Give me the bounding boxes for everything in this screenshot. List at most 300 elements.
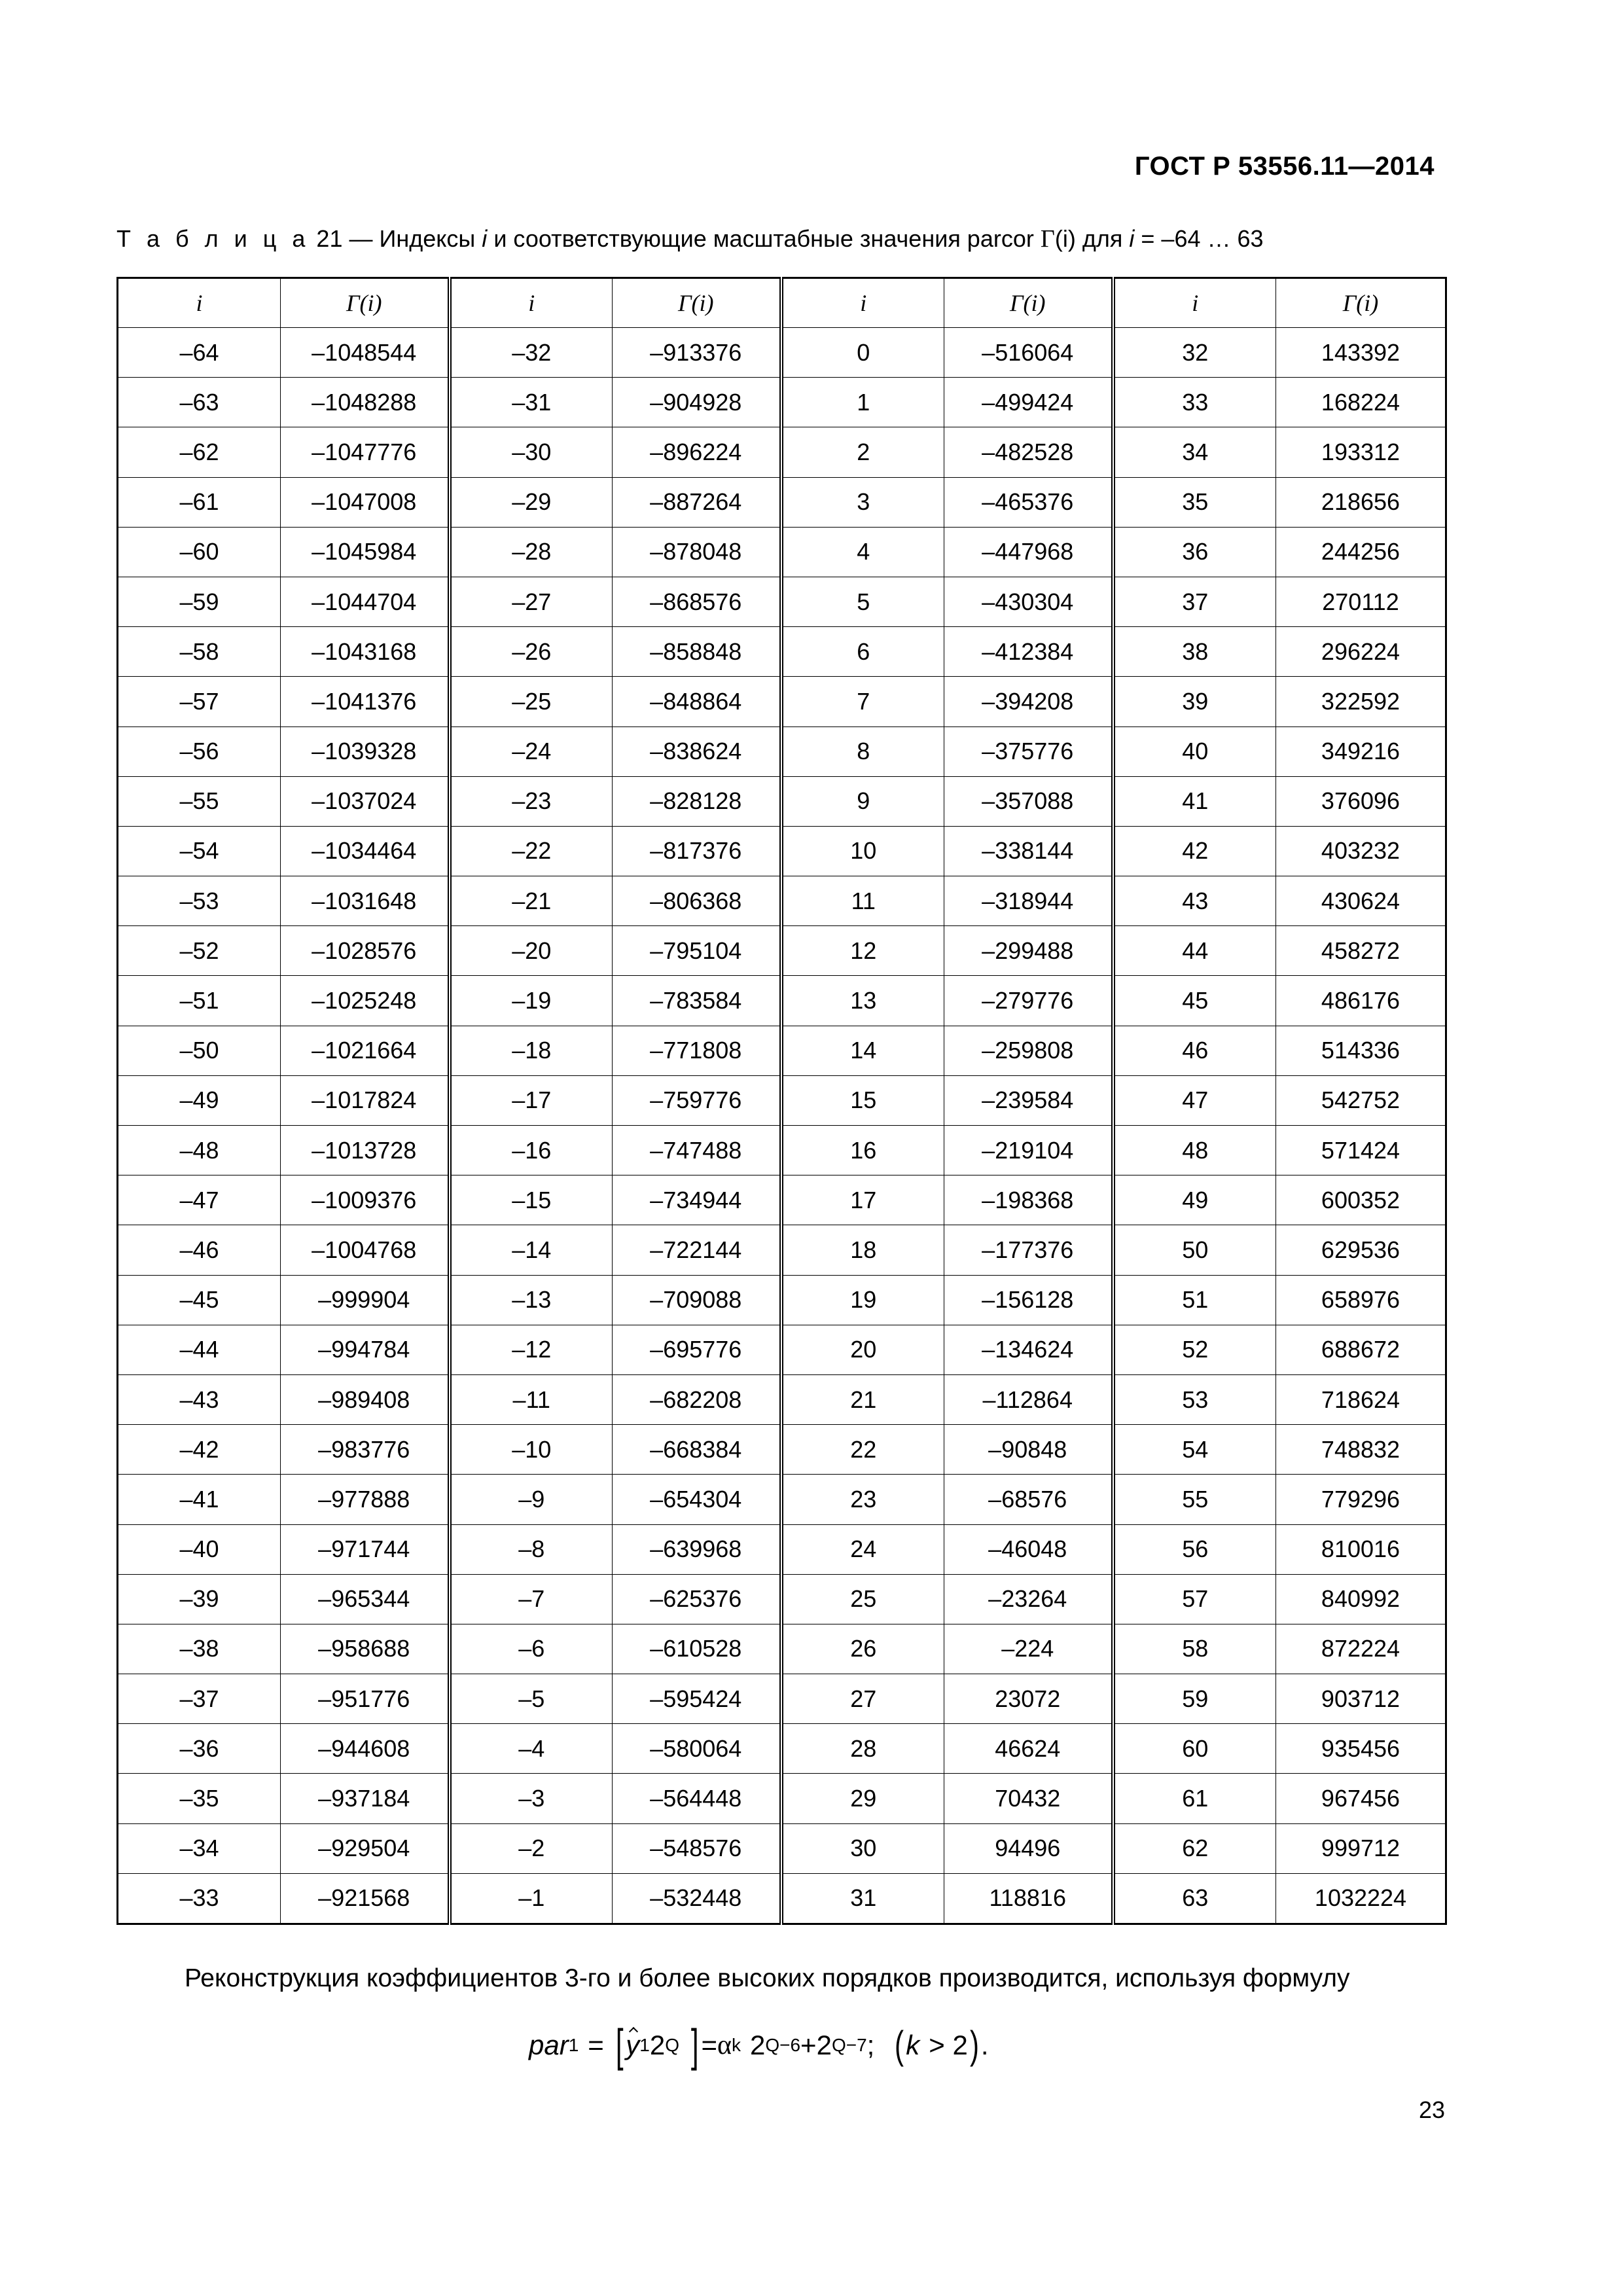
caption-i-symbol: i <box>482 225 488 252</box>
cell-i: –60 <box>118 527 281 577</box>
cell-i: 8 <box>781 726 944 776</box>
cell-i: 0 <box>781 328 944 378</box>
table-row <box>118 627 1446 677</box>
table-row <box>118 477 1446 527</box>
cell-gamma-value: 143392 <box>1276 328 1446 378</box>
table-row <box>118 1674 1446 1724</box>
body-paragraph: Реконструкция коэффициентов 3-го и более высоких порядков производится, используя формулу <box>185 1964 1350 1992</box>
cell-i: 34 <box>1113 427 1276 477</box>
cell-i: –14 <box>450 1225 613 1275</box>
formula-two-b: 2 <box>749 2030 766 2060</box>
cell-i: 43 <box>1113 876 1276 926</box>
cell-gamma-value: –23264 <box>944 1574 1113 1624</box>
table-row <box>118 1724 1446 1774</box>
cell-gamma-value: 168224 <box>1276 378 1446 427</box>
header-i: i <box>450 278 613 328</box>
cell-gamma-value: 322592 <box>1276 677 1446 726</box>
cell-gamma-value: 542752 <box>1276 1075 1446 1125</box>
cell-i: 16 <box>781 1126 944 1175</box>
cell-i: 25 <box>781 1574 944 1624</box>
cell-i: –41 <box>118 1475 281 1524</box>
formula-par: par <box>529 2030 569 2060</box>
cell-gamma-value: –695776 <box>613 1325 781 1374</box>
cell-gamma-value: –937184 <box>281 1774 450 1823</box>
cell-i: 20 <box>781 1325 944 1374</box>
formula-left-bracket: [ <box>615 2020 624 2071</box>
cell-gamma-value: –1047776 <box>281 427 450 477</box>
formula-exp-q7: Q−7 <box>831 2035 867 2055</box>
cell-gamma-value: –1013728 <box>281 1126 450 1175</box>
formula-alpha-sub: k <box>731 2035 741 2055</box>
cell-gamma-value: –771808 <box>613 1026 781 1075</box>
table-row <box>118 726 1446 776</box>
table-row <box>118 1275 1446 1325</box>
caption-range: = –64 … 63 <box>1141 225 1264 252</box>
formula-condition: > 2 <box>929 2030 968 2060</box>
cell-i: 38 <box>1113 627 1276 677</box>
cell-i: 7 <box>781 677 944 726</box>
cell-i: 35 <box>1113 477 1276 527</box>
cell-i: 60 <box>1113 1724 1276 1774</box>
cell-i: –50 <box>118 1026 281 1075</box>
cell-gamma-value: –430304 <box>944 577 1113 626</box>
cell-i: 22 <box>781 1425 944 1475</box>
cell-gamma-value: –1048288 <box>281 378 450 427</box>
cell-gamma-value: –318944 <box>944 876 1113 926</box>
cell-i: 37 <box>1113 577 1276 626</box>
header-gamma: Γ(i) <box>613 278 781 328</box>
header-i: i <box>1113 278 1276 328</box>
formula-two-c: 2 <box>816 2030 832 2060</box>
cell-i: –17 <box>450 1075 613 1125</box>
cell-gamma-value: –1043168 <box>281 627 450 677</box>
cell-i: –33 <box>118 1873 281 1924</box>
cell-gamma-value: –817376 <box>613 826 781 876</box>
header-i: i <box>118 278 281 328</box>
cell-i: 21 <box>781 1374 944 1424</box>
cell-i: 4 <box>781 527 944 577</box>
cell-gamma-value: 376096 <box>1276 776 1446 826</box>
cell-i: 47 <box>1113 1075 1276 1125</box>
cell-gamma-value: 903712 <box>1276 1674 1446 1724</box>
cell-gamma-value: –299488 <box>944 926 1113 976</box>
cell-gamma-value: 779296 <box>1276 1475 1446 1524</box>
reconstruction-formula <box>529 2016 989 2075</box>
formula-semicolon: ; <box>866 2030 875 2060</box>
cell-gamma-value: –610528 <box>613 1624 781 1674</box>
cell-gamma-value: –734944 <box>613 1175 781 1225</box>
table-caption <box>116 224 1264 253</box>
cell-gamma-value: –1044704 <box>281 577 450 626</box>
cell-gamma-value: –921568 <box>281 1873 450 1924</box>
cell-gamma-value: –759776 <box>613 1075 781 1125</box>
cell-i: –51 <box>118 976 281 1026</box>
cell-gamma-value: 629536 <box>1276 1225 1446 1275</box>
cell-i: –48 <box>118 1126 281 1175</box>
cell-i: 57 <box>1113 1574 1276 1624</box>
table-row <box>118 1026 1446 1075</box>
cell-gamma-value: 349216 <box>1276 726 1446 776</box>
cell-gamma-value: 486176 <box>1276 976 1446 1026</box>
formula-exp-q6: Q−6 <box>765 2035 801 2055</box>
cell-i: –18 <box>450 1026 613 1075</box>
cell-gamma-value: –1009376 <box>281 1175 450 1225</box>
cell-gamma-value: –977888 <box>281 1475 450 1524</box>
cell-gamma-value: –887264 <box>613 477 781 527</box>
cell-gamma-value: –156128 <box>944 1275 1113 1325</box>
table-row <box>118 427 1446 477</box>
cell-i: –61 <box>118 477 281 527</box>
cell-i: 61 <box>1113 1774 1276 1823</box>
cell-i: 48 <box>1113 1126 1276 1175</box>
cell-i: 51 <box>1113 1275 1276 1325</box>
table-row <box>118 1823 1446 1873</box>
cell-i: 18 <box>781 1225 944 1275</box>
cell-gamma-value: 872224 <box>1276 1624 1446 1674</box>
cell-gamma-value: –548576 <box>613 1823 781 1873</box>
parcor-table <box>116 277 1447 1925</box>
cell-i: –7 <box>450 1574 613 1624</box>
cell-gamma-value: 571424 <box>1276 1126 1446 1175</box>
cell-i: –53 <box>118 876 281 926</box>
cell-i: 55 <box>1113 1475 1276 1524</box>
cell-i: 15 <box>781 1075 944 1125</box>
cell-i: –13 <box>450 1275 613 1325</box>
table-row <box>118 1574 1446 1624</box>
formula-plus: + <box>800 2030 817 2060</box>
cell-i: –29 <box>450 477 613 527</box>
cell-gamma-value: –944608 <box>281 1724 450 1774</box>
cell-gamma-value: –965344 <box>281 1574 450 1624</box>
cell-i: –39 <box>118 1574 281 1624</box>
cell-i: 26 <box>781 1624 944 1674</box>
cell-gamma-value: –1034464 <box>281 826 450 876</box>
cell-i: 14 <box>781 1026 944 1075</box>
cell-i: –52 <box>118 926 281 976</box>
caption-text-2: и соответствующие масштабные значения parcor <box>493 225 1034 252</box>
page-number: 23 <box>1418 2096 1445 2123</box>
cell-gamma-value: –747488 <box>613 1126 781 1175</box>
cell-gamma-value: –532448 <box>613 1873 781 1924</box>
cell-i: 62 <box>1113 1823 1276 1873</box>
formula-par-sub: 1 <box>568 2035 579 2055</box>
cell-gamma-value: –46048 <box>944 1524 1113 1574</box>
cell-i: 30 <box>781 1823 944 1873</box>
cell-i: –56 <box>118 726 281 776</box>
caption-gamma: Γ <box>1040 225 1055 253</box>
cell-i: 9 <box>781 776 944 826</box>
cell-gamma-value: –1021664 <box>281 1026 450 1075</box>
cell-gamma-value: 270112 <box>1276 577 1446 626</box>
cell-gamma-value: 688672 <box>1276 1325 1446 1374</box>
cell-i: –4 <box>450 1724 613 1774</box>
header-gamma: Γ(i) <box>1276 278 1446 328</box>
cell-gamma-value: –134624 <box>944 1325 1113 1374</box>
cell-i: 24 <box>781 1524 944 1574</box>
cell-i: –36 <box>118 1724 281 1774</box>
cell-gamma-value: 94496 <box>944 1823 1113 1873</box>
cell-i: 42 <box>1113 826 1276 876</box>
cell-i: –16 <box>450 1126 613 1175</box>
cell-i: 28 <box>781 1724 944 1774</box>
cell-gamma-value: 718624 <box>1276 1374 1446 1424</box>
table-row <box>118 577 1446 626</box>
cell-i: –12 <box>450 1325 613 1374</box>
cell-gamma-value: 658976 <box>1276 1275 1446 1325</box>
table-row <box>118 876 1446 926</box>
cell-gamma-value: –848864 <box>613 677 781 726</box>
cell-gamma-value: –913376 <box>613 328 781 378</box>
cell-gamma-value: –868576 <box>613 577 781 626</box>
cell-i: –22 <box>450 826 613 876</box>
cell-gamma-value: 810016 <box>1276 1524 1446 1574</box>
cell-gamma-value: 935456 <box>1276 1724 1446 1774</box>
cell-i: 45 <box>1113 976 1276 1026</box>
table-row <box>118 1225 1446 1275</box>
table-row <box>118 1524 1446 1574</box>
cell-gamma-value: 244256 <box>1276 527 1446 577</box>
cell-i: –10 <box>450 1425 613 1475</box>
cell-gamma-value: –929504 <box>281 1823 450 1873</box>
cell-i: 1 <box>781 378 944 427</box>
cell-gamma-value: –412384 <box>944 627 1113 677</box>
cell-gamma-value: –958688 <box>281 1624 450 1674</box>
cell-i: –58 <box>118 627 281 677</box>
cell-i: 58 <box>1113 1624 1276 1674</box>
formula-right-bracket: ] <box>690 2020 699 2071</box>
cell-gamma-value: 218656 <box>1276 477 1446 527</box>
cell-i: 40 <box>1113 726 1276 776</box>
cell-i: –20 <box>450 926 613 976</box>
cell-i: –34 <box>118 1823 281 1873</box>
cell-gamma-value: –394208 <box>944 677 1113 726</box>
cell-i: –55 <box>118 776 281 826</box>
cell-gamma-value: –259808 <box>944 1026 1113 1075</box>
cell-i: 49 <box>1113 1175 1276 1225</box>
cell-i: –40 <box>118 1524 281 1574</box>
caption-text-1: 21 — Индексы <box>316 225 476 252</box>
cell-gamma-value: 46624 <box>944 1724 1113 1774</box>
cell-i: 56 <box>1113 1524 1276 1574</box>
table-row <box>118 527 1446 577</box>
cell-i: –31 <box>450 378 613 427</box>
cell-i: –3 <box>450 1774 613 1823</box>
table-row <box>118 1425 1446 1475</box>
cell-gamma-value: –722144 <box>613 1225 781 1275</box>
cell-gamma-value: –858848 <box>613 627 781 677</box>
cell-i: –47 <box>118 1175 281 1225</box>
cell-gamma-value: –68576 <box>944 1475 1113 1524</box>
formula-y-hat: y <box>626 2030 640 2060</box>
cell-i: –45 <box>118 1275 281 1325</box>
cell-i: –27 <box>450 577 613 626</box>
formula-alpha: α <box>717 2030 732 2060</box>
cell-gamma-value: –1048544 <box>281 328 450 378</box>
cell-gamma-value: –375776 <box>944 726 1113 776</box>
cell-gamma-value: –1017824 <box>281 1075 450 1125</box>
table-row <box>118 677 1446 726</box>
cell-i: –64 <box>118 328 281 378</box>
cell-gamma-value: 999712 <box>1276 1823 1446 1873</box>
cell-gamma-value: –1028576 <box>281 926 450 976</box>
cell-gamma-value: 70432 <box>944 1774 1113 1823</box>
cell-i: 36 <box>1113 527 1276 577</box>
cell-i: 59 <box>1113 1674 1276 1724</box>
cell-i: 17 <box>781 1175 944 1225</box>
cell-i: –25 <box>450 677 613 726</box>
cell-gamma-value: –838624 <box>613 726 781 776</box>
cell-i: 54 <box>1113 1425 1276 1475</box>
cell-gamma-value: –1004768 <box>281 1225 450 1275</box>
cell-gamma-value: –639968 <box>613 1524 781 1574</box>
cell-gamma-value: –224 <box>944 1624 1113 1674</box>
cell-i: –23 <box>450 776 613 826</box>
cell-i: 13 <box>781 976 944 1026</box>
cell-gamma-value: 296224 <box>1276 627 1446 677</box>
cell-i: 32 <box>1113 328 1276 378</box>
table-row <box>118 378 1446 427</box>
cell-gamma-value: –279776 <box>944 976 1113 1026</box>
table-row <box>118 1126 1446 1175</box>
cell-gamma-value: –989408 <box>281 1374 450 1424</box>
table-row <box>118 776 1446 826</box>
cell-gamma-value: –828128 <box>613 776 781 826</box>
cell-i: –57 <box>118 677 281 726</box>
cell-i: –59 <box>118 577 281 626</box>
cell-gamma-value: 23072 <box>944 1674 1113 1724</box>
cell-gamma-value: –1031648 <box>281 876 450 926</box>
cell-i: 50 <box>1113 1225 1276 1275</box>
cell-i: 63 <box>1113 1873 1276 1924</box>
cell-gamma-value: 403232 <box>1276 826 1446 876</box>
cell-i: 53 <box>1113 1374 1276 1424</box>
cell-gamma-value: –177376 <box>944 1225 1113 1275</box>
cell-i: –37 <box>118 1674 281 1724</box>
cell-i: –11 <box>450 1374 613 1424</box>
table-row <box>118 1075 1446 1125</box>
cell-i: –54 <box>118 826 281 876</box>
cell-gamma-value: 430624 <box>1276 876 1446 926</box>
cell-gamma-value: –580064 <box>613 1724 781 1774</box>
table-header-row <box>118 278 1446 328</box>
table-row <box>118 328 1446 378</box>
cell-i: 11 <box>781 876 944 926</box>
cell-i: 46 <box>1113 1026 1276 1075</box>
formula-exp-q: Q <box>665 2035 679 2055</box>
table-row <box>118 1873 1446 1924</box>
cell-i: –38 <box>118 1624 281 1674</box>
cell-i: –6 <box>450 1624 613 1674</box>
cell-i: –62 <box>118 427 281 477</box>
cell-gamma-value: –971744 <box>281 1524 450 1574</box>
cell-i: –1 <box>450 1873 613 1924</box>
cell-gamma-value: –1037024 <box>281 776 450 826</box>
cell-i: –21 <box>450 876 613 926</box>
cell-gamma-value: –951776 <box>281 1674 450 1724</box>
cell-gamma-value: –983776 <box>281 1425 450 1475</box>
document-standard-header: ГОСТ Р 53556.11—2014 <box>1134 152 1435 181</box>
cell-i: 19 <box>781 1275 944 1325</box>
caption-text-3: для <box>1082 225 1123 252</box>
caption-label: Т а б л и ц а <box>116 225 310 252</box>
cell-gamma-value: –682208 <box>613 1374 781 1424</box>
cell-gamma-value: –783584 <box>613 976 781 1026</box>
cell-gamma-value: –465376 <box>944 477 1113 527</box>
cell-gamma-value: –499424 <box>944 378 1113 427</box>
cell-gamma-value: –795104 <box>613 926 781 976</box>
cell-i: –44 <box>118 1325 281 1374</box>
cell-i: –26 <box>450 627 613 677</box>
cell-i: 23 <box>781 1475 944 1524</box>
cell-i: 41 <box>1113 776 1276 826</box>
cell-i: 2 <box>781 427 944 477</box>
formula-period: . <box>980 2030 989 2060</box>
cell-i: 39 <box>1113 677 1276 726</box>
cell-gamma-value: –112864 <box>944 1374 1113 1424</box>
header-i: i <box>781 278 944 328</box>
caption-i-symbol-2: i <box>1129 225 1135 252</box>
cell-gamma-value: –1047008 <box>281 477 450 527</box>
cell-i: –46 <box>118 1225 281 1275</box>
header-gamma: Γ(i) <box>944 278 1113 328</box>
cell-i: 27 <box>781 1674 944 1724</box>
cell-i: –15 <box>450 1175 613 1225</box>
table-row <box>118 1624 1446 1674</box>
cell-i: –32 <box>450 328 613 378</box>
cell-gamma-value: 514336 <box>1276 1026 1446 1075</box>
cell-gamma-value: 118816 <box>944 1873 1113 1924</box>
table-row <box>118 1374 1446 1424</box>
cell-gamma-value: –564448 <box>613 1774 781 1823</box>
cell-i: 31 <box>781 1873 944 1924</box>
cell-i: 12 <box>781 926 944 976</box>
cell-i: –9 <box>450 1475 613 1524</box>
cell-gamma-value: –338144 <box>944 826 1113 876</box>
cell-i: 52 <box>1113 1325 1276 1374</box>
cell-i: 10 <box>781 826 944 876</box>
cell-i: 3 <box>781 477 944 527</box>
cell-i: –42 <box>118 1425 281 1475</box>
formula-equals-2: = <box>701 2030 717 2060</box>
cell-gamma-value: –239584 <box>944 1075 1113 1125</box>
cell-i: –30 <box>450 427 613 477</box>
cell-gamma-value: 840992 <box>1276 1574 1446 1624</box>
cell-i: 44 <box>1113 926 1276 976</box>
cell-gamma-value: –806368 <box>613 876 781 926</box>
cell-gamma-value: –1039328 <box>281 726 450 776</box>
header-gamma: Γ(i) <box>281 278 450 328</box>
cell-gamma-value: –90848 <box>944 1425 1113 1475</box>
cell-gamma-value: –904928 <box>613 378 781 427</box>
cell-gamma-value: –1025248 <box>281 976 450 1026</box>
table-row <box>118 1475 1446 1524</box>
cell-i: –43 <box>118 1374 281 1424</box>
cell-i: –2 <box>450 1823 613 1873</box>
cell-gamma-value: –595424 <box>613 1674 781 1724</box>
cell-gamma-value: –357088 <box>944 776 1113 826</box>
cell-i: –5 <box>450 1674 613 1724</box>
cell-gamma-value: 967456 <box>1276 1774 1446 1823</box>
cell-i: –19 <box>450 976 613 1026</box>
formula-left-paren: ( <box>895 2023 904 2067</box>
cell-gamma-value: –999904 <box>281 1275 450 1325</box>
cell-gamma-value: –1045984 <box>281 527 450 577</box>
formula-two-a: 2 <box>649 2030 666 2060</box>
cell-i: –49 <box>118 1075 281 1125</box>
cell-i: –8 <box>450 1524 613 1574</box>
cell-gamma-value: –994784 <box>281 1325 450 1374</box>
cell-i: –28 <box>450 527 613 577</box>
